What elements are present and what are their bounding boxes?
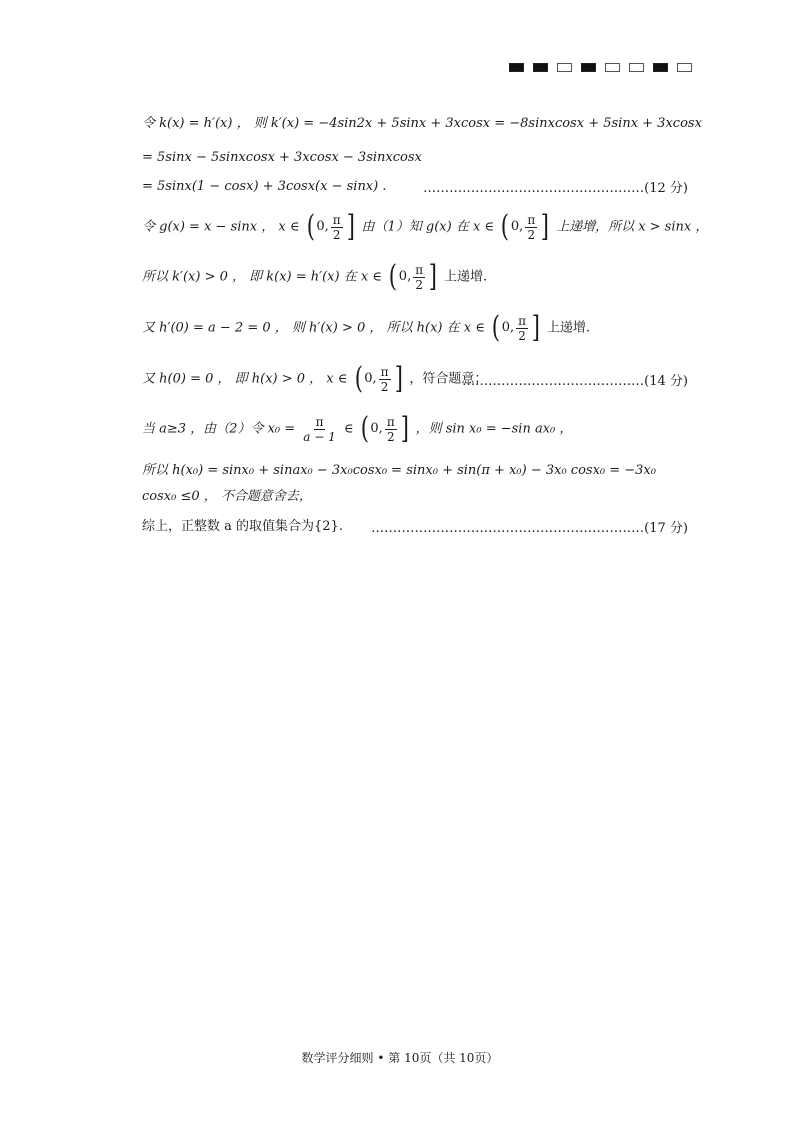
line8-part-a: 当 a≥3 ，由（2）令 x₀ =	[142, 421, 296, 437]
interval-0-pi2: ( 0, $\frac{\pi}{2}$ ]	[388, 259, 438, 294]
interval-0-pi2: ( 0, $\frac{\pi}{2}$ ]	[354, 361, 403, 396]
line4-part-b: 由（1）知 g(x) 在 x ∈	[361, 219, 495, 235]
frac-num: π	[386, 414, 395, 429]
score-12: ……………………………………………(12 分)	[423, 181, 688, 196]
interval-0-pi2: ( 0, $\frac{\pi}{2}$ ]	[306, 209, 355, 244]
frac-den: 2	[332, 227, 341, 242]
line4-part-a: 令 g(x) = x − sinx ， x ∈	[142, 219, 300, 235]
line4-part-c: 上递增，所以 x > sinx ，	[556, 219, 709, 235]
marker-block	[533, 63, 548, 72]
frac-num: π	[315, 414, 324, 429]
solution-line-2: = 5sinx − 5sinxcosx + 3xcosx − 3sinxcosx	[142, 150, 422, 165]
frac-den: 2	[527, 227, 536, 242]
frac-num: π	[527, 212, 536, 227]
line7-part-b: ，符合题意；	[409, 371, 488, 387]
marker-block	[677, 63, 692, 72]
solution-line-7	[142, 361, 488, 396]
frac-num: π	[415, 262, 424, 277]
interval-zero: 0,	[398, 269, 412, 284]
frac-num: π	[332, 212, 341, 227]
page-footer: 数学评分细则 • 第 10页（共 10页）	[301, 1051, 499, 1065]
solution-line-4	[142, 209, 709, 244]
score-14: ……………………………………(14 分)	[462, 374, 688, 389]
line8-part-c: ，则 sin x₀ = −sin ax₀ ，	[415, 421, 573, 437]
line6-part-a: 又 h′(0) = a − 2 = 0 ， 则 h′(x) > 0 ， 所以 h(x) 在 x ∈	[142, 320, 485, 336]
interval-zero: 0,	[364, 371, 377, 386]
frac-den: 2	[386, 429, 395, 444]
marker-block	[629, 63, 644, 72]
solution-line-6	[142, 310, 591, 345]
line6-part-b: 上递增.	[546, 320, 591, 336]
line5-part-a: 所以 k′(x) > 0 ， 即 k(x) = h′(x) 在 x ∈	[142, 269, 382, 285]
interval-0-pi2: ( 0, $\frac{\pi}{2}$ ]	[360, 411, 409, 446]
frac-den: 2	[380, 379, 389, 394]
solution-line-9: 所以 h(x₀) = sinx₀ + sinax₀ − 3x₀cosx₀ = sinx₀ + sin(π + x₀) − 3x₀ cosx₀ = −3x₀ cosx₀ ≤0 ， 不合题意舍去，	[142, 463, 656, 504]
marker-block	[605, 63, 620, 72]
frac-num: π	[380, 364, 389, 379]
interval-zero: 0,	[370, 421, 383, 436]
line5-part-b: 上递增.	[443, 269, 488, 285]
page-marker-row	[509, 63, 692, 75]
interval-zero: 0,	[510, 219, 524, 234]
frac-num: π	[518, 313, 527, 328]
score-17: ………………………………………………………(17 分)	[371, 521, 688, 536]
frac-den: 2	[415, 277, 423, 292]
frac-den: a − 1	[303, 429, 336, 444]
solution-line-5	[142, 259, 488, 294]
marker-block	[581, 63, 596, 72]
solution-line-3: = 5sinx(1 − cosx) + 3cosx(x − sinx) .	[142, 179, 387, 194]
line8-part-b: ∈	[343, 421, 354, 437]
marker-block	[557, 63, 572, 72]
fraction-x0	[301, 415, 337, 444]
solution-line-10: 综上，正整数 a 的取值集合为{2}.	[142, 519, 343, 534]
frac-den: 2	[518, 328, 526, 343]
solution-line-8	[142, 411, 573, 446]
interval-zero: 0,	[316, 219, 329, 234]
solution-line-1: 令 k(x) = h′(x) ， 则 k′(x) = −4sin2x + 5sinx + 3xcosx = −8sinxcosx + 5sinx + 3xcosx	[142, 116, 702, 131]
marker-block	[509, 63, 524, 72]
marker-block	[653, 63, 668, 72]
interval-0-pi2: ( 0, $\frac{\pi}{2}$ ]	[491, 310, 540, 345]
interval-0-pi2: ( 0, $\frac{\pi}{2}$ ]	[500, 209, 550, 244]
line7-part-a: 又 h(0) = 0 ， 即 h(x) > 0 ， x ∈	[142, 371, 348, 387]
interval-zero: 0,	[501, 320, 515, 335]
